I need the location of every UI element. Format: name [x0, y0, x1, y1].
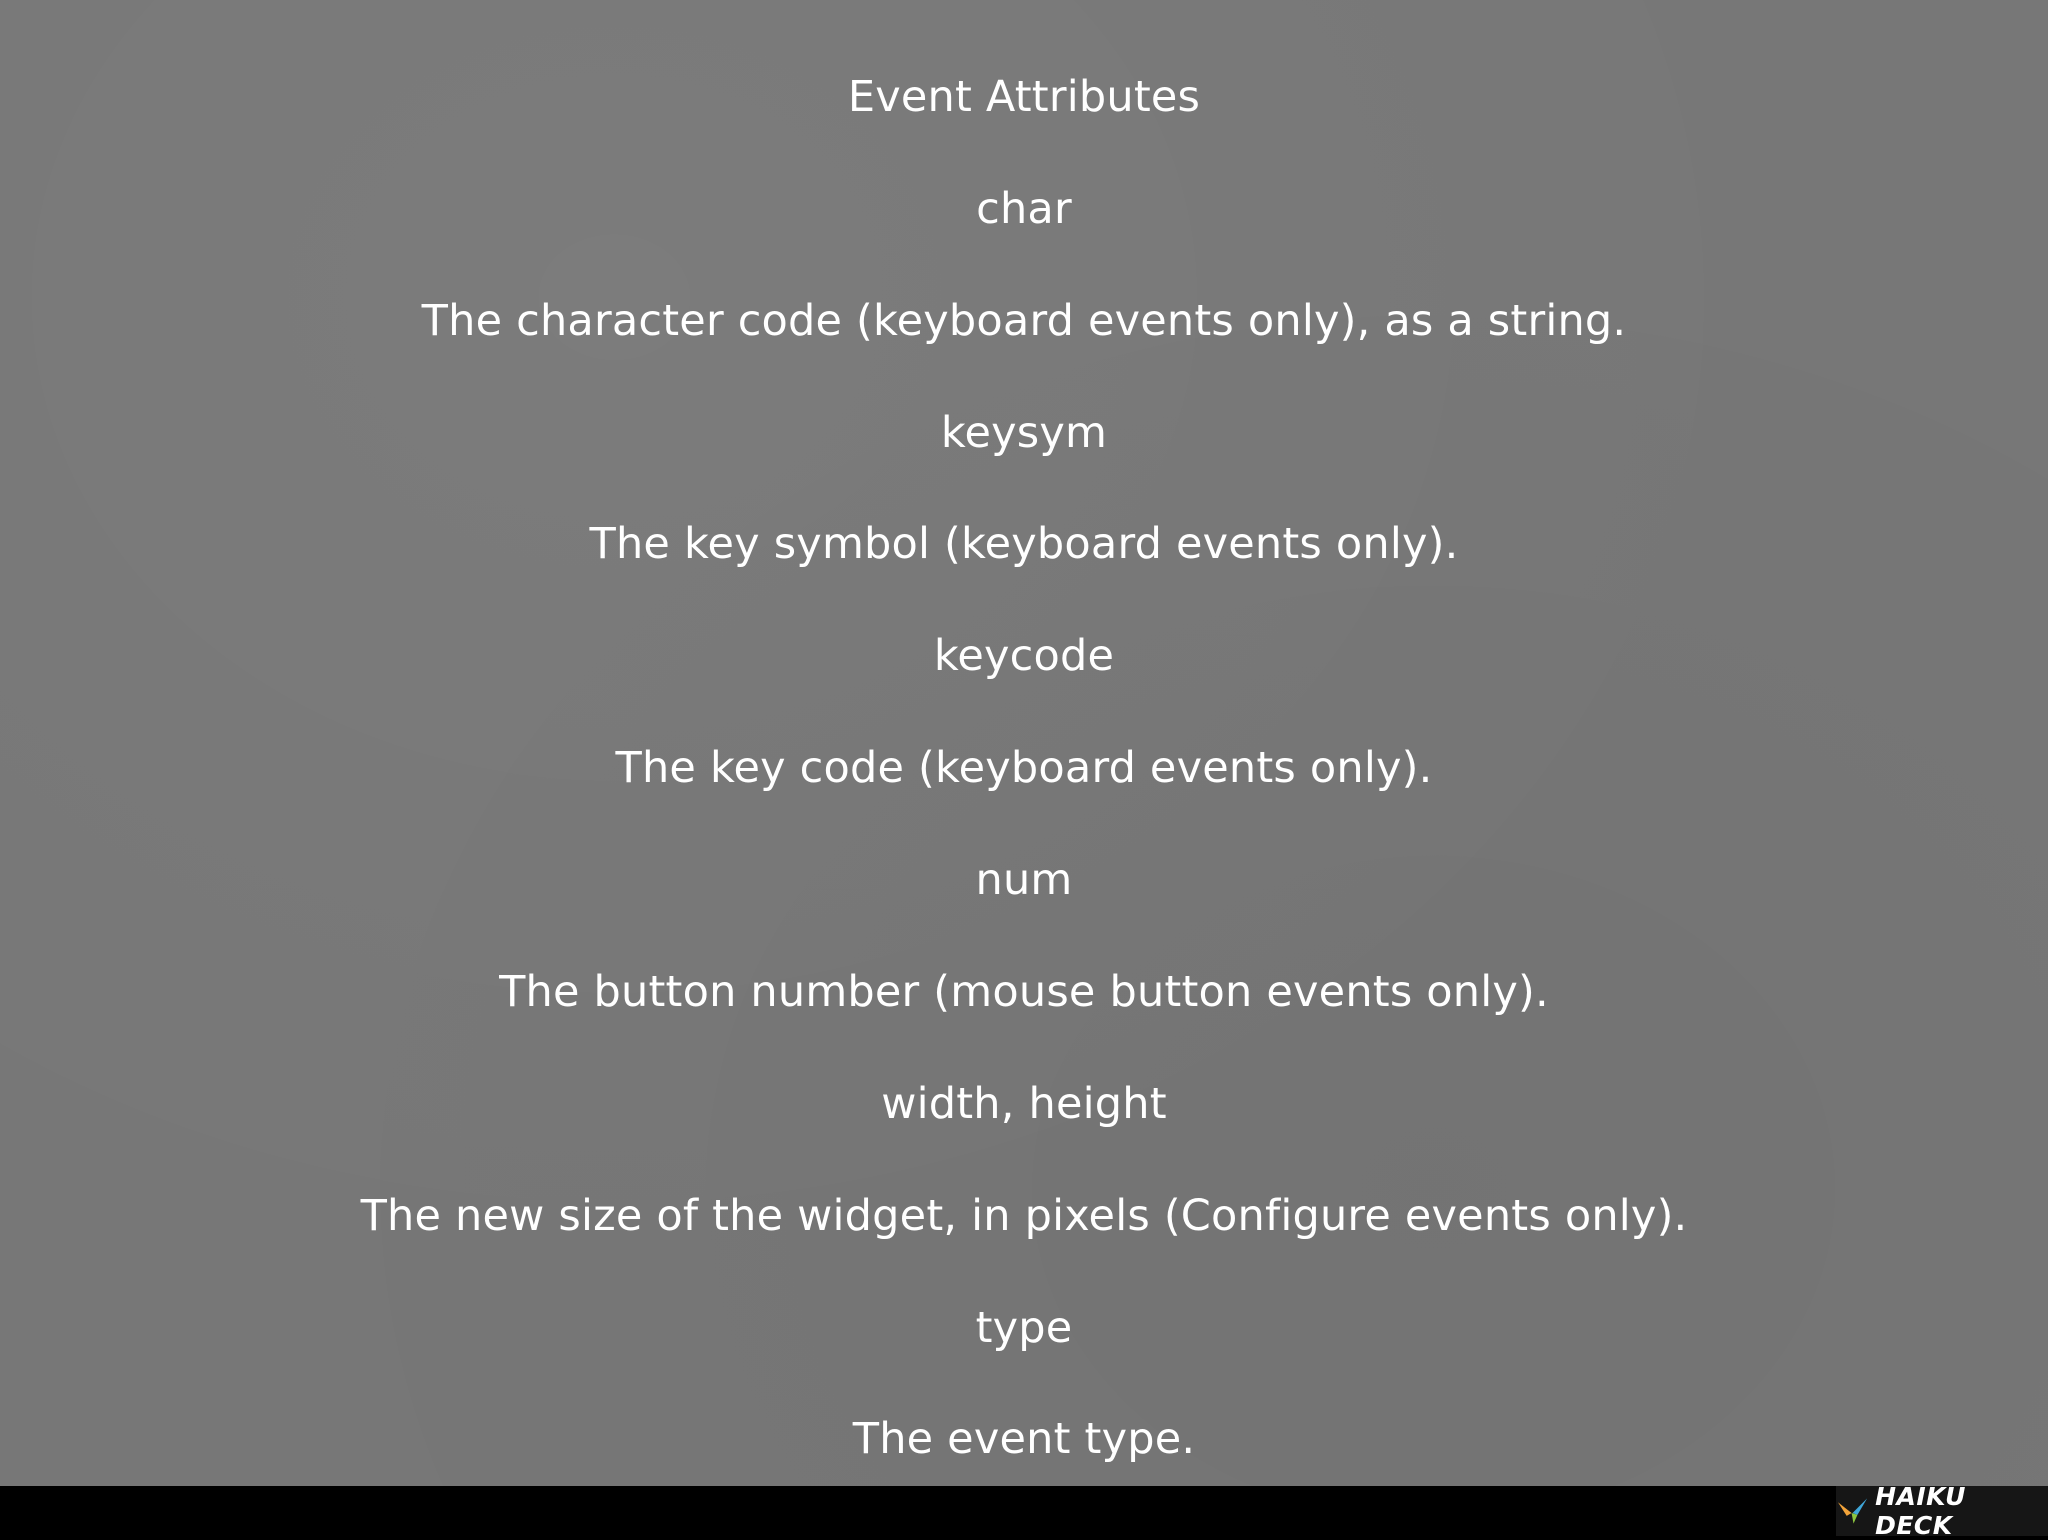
term-type: type: [975, 1303, 1073, 1353]
term-char: char: [976, 184, 1072, 234]
desc-type: The event type.: [852, 1414, 1196, 1464]
term-width-height: width, height: [881, 1079, 1167, 1129]
desc-keycode: The key code (keyboard events only).: [615, 743, 1433, 793]
haiku-deck-bird-icon: [1836, 1496, 1869, 1526]
term-keycode: keycode: [933, 631, 1115, 681]
desc-char: The character code (keyboard events only), as a string.: [421, 296, 1627, 346]
footer-bar: [0, 1482, 2048, 1540]
haiku-deck-logo[interactable]: [1836, 1482, 2048, 1540]
bird-wing-orange: [1838, 1502, 1852, 1516]
desc-width-height: The new size of the widget, in pixels (Configure events only).: [360, 1191, 1688, 1241]
desc-keysym: The key symbol (keyboard events only).: [589, 519, 1459, 569]
term-num: num: [975, 855, 1073, 905]
bird-wing-blue: [1853, 1498, 1868, 1515]
brand-name: HAIKU DECK: [1875, 1482, 1966, 1540]
bird-tail-green: [1852, 1513, 1858, 1524]
term-keysym: keysym: [940, 408, 1108, 458]
slide-title: Event Attributes: [847, 72, 1201, 122]
desc-num: The button number (mouse button events only).: [499, 967, 1549, 1017]
